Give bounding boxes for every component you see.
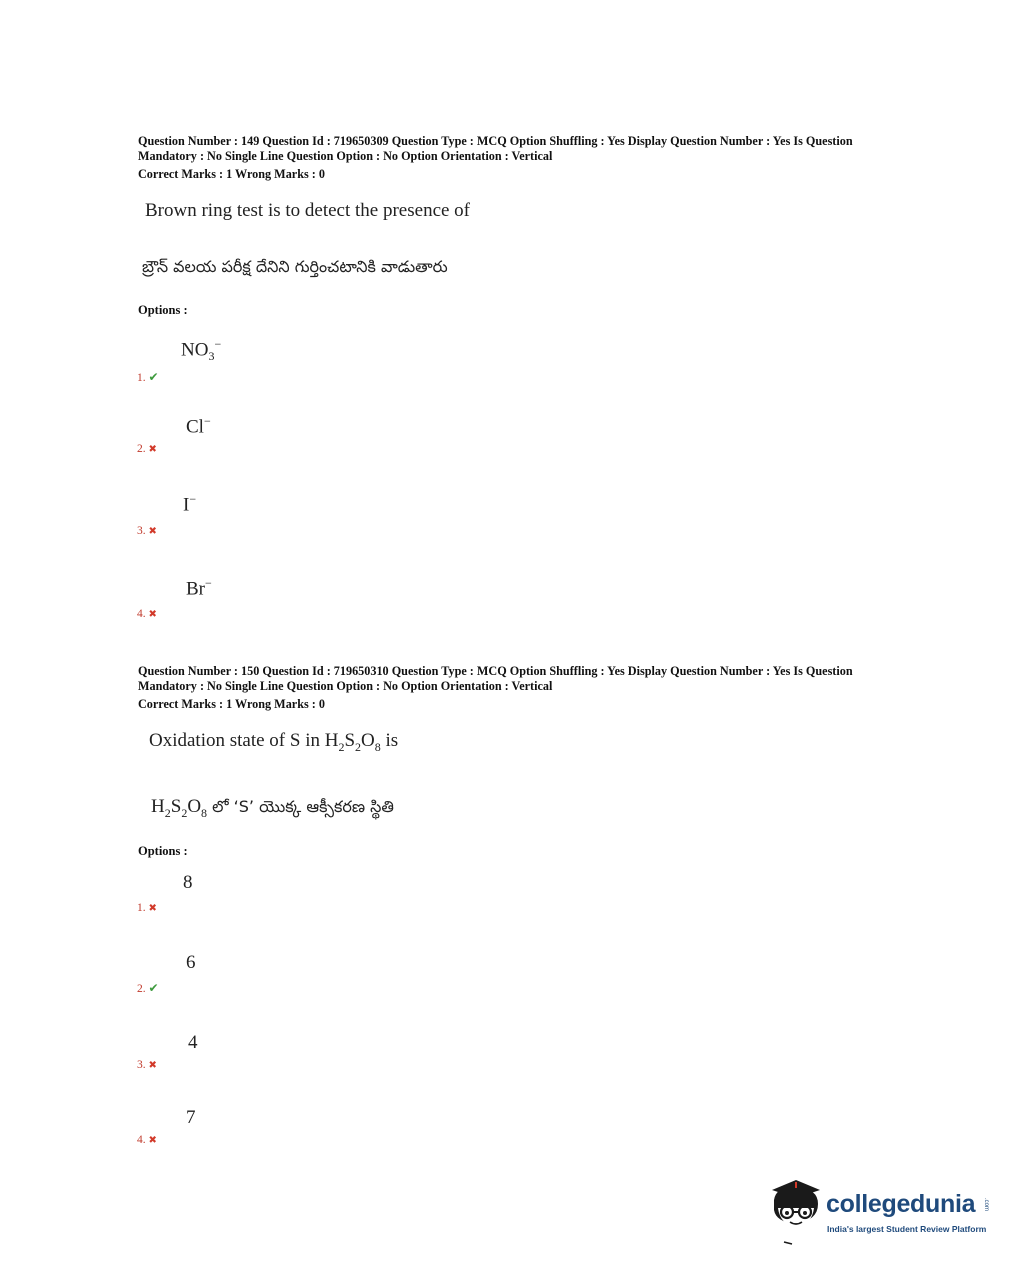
- wrong-cross-icon: ✖: [148, 444, 157, 455]
- correct-check-icon: ✔: [148, 370, 159, 384]
- option-number: 2.: [137, 443, 146, 455]
- correct-check-icon: ✔: [148, 981, 159, 995]
- q149-option-1-number: [137, 370, 159, 384]
- formula-o-count: 8: [374, 739, 381, 754]
- option-subscript: 3: [208, 349, 215, 364]
- option-base: NO: [181, 339, 209, 361]
- option-superscript: −: [205, 576, 212, 590]
- option-number: 3.: [137, 525, 146, 537]
- formula: [151, 796, 208, 820]
- option-superscript: −: [203, 414, 211, 428]
- q150-option-2-text: 6: [186, 952, 196, 973]
- q149-option-3-number: [137, 525, 157, 537]
- formula-s-count: 2: [181, 805, 188, 820]
- option-number: 2.: [137, 983, 146, 995]
- option-number: 4.: [137, 608, 146, 620]
- formula: [324, 730, 381, 754]
- question-150-text-telugu: [151, 796, 394, 821]
- q149-option-1-text: [181, 337, 221, 364]
- option-base: Br: [186, 578, 205, 600]
- wrong-cross-icon: ✖: [148, 903, 157, 914]
- wrong-cross-icon: ✖: [148, 1060, 157, 1071]
- question-149-options-label: Options :: [138, 303, 188, 317]
- option-number: 1.: [137, 902, 146, 914]
- formula-s-count: 2: [355, 739, 362, 754]
- formula-h-count: 2: [164, 805, 171, 820]
- question-149-meta: [138, 134, 928, 182]
- q150-option-3-text: 4: [188, 1032, 198, 1053]
- meta-line-1: Question Number : 149 Question Id : 719650309 Question Type : MCQ Option Shuffling : Yes Display Question Number : Yes Is Question: [138, 134, 853, 148]
- option-number: 3.: [137, 1059, 146, 1071]
- question-suffix: is: [380, 730, 399, 751]
- q150-option-1-number: [137, 902, 157, 914]
- wrong-cross-icon: ✖: [148, 526, 157, 537]
- question-149-text-telugu: బ్రౌన్ వలయ పరీక్ష దేనిని గుర్తించటానికి వాడుతారు: [142, 257, 448, 276]
- q150-option-4-text: 7: [186, 1107, 196, 1128]
- logo-tagline: India's largest Student Review Platform: [827, 1224, 987, 1234]
- question-150-text-english: [149, 730, 398, 755]
- meta-line-1: Question Number : 150 Question Id : 719650310 Question Type : MCQ Option Shuffling : Yes Display Question Number : Yes Is Question: [138, 664, 853, 678]
- question-149-text-english: Brown ring test is to detect the presence of: [145, 200, 471, 221]
- q149-option-2-number: [137, 443, 157, 455]
- question-prefix: Oxidation state of S in: [149, 730, 325, 751]
- formula-h: H: [151, 796, 165, 817]
- formula-o-count: 8: [201, 805, 208, 820]
- logo-wordmark: collegedunia: [826, 1190, 976, 1218]
- formula-o: O: [361, 730, 375, 751]
- q150-option-2-number: [137, 981, 159, 995]
- meta-line-2: Mandatory : No Single Line Question Option : No Option Orientation : Vertical: [138, 679, 553, 693]
- formula-h-count: 2: [338, 739, 345, 754]
- option-number: 1.: [137, 372, 146, 384]
- marks-line: Correct Marks : 1 Wrong Marks : 0: [138, 167, 325, 181]
- q149-option-2-text: [186, 414, 211, 438]
- q149-option-4-number: [137, 608, 157, 620]
- question-150-meta: [138, 664, 928, 712]
- q149-option-3-text: [183, 492, 196, 516]
- option-superscript: −: [189, 492, 197, 506]
- option-base: I: [183, 494, 190, 516]
- formula-s: S: [344, 730, 356, 751]
- marks-line: Correct Marks : 1 Wrong Marks : 0: [138, 697, 325, 711]
- wrong-cross-icon: ✖: [148, 1135, 157, 1146]
- logo-domain: .com: [983, 1198, 989, 1212]
- mascot-icon: [766, 1176, 826, 1248]
- q150-option-4-number: [137, 1134, 157, 1146]
- option-base: Cl: [186, 416, 204, 438]
- option-superscript: −: [214, 337, 222, 351]
- wrong-cross-icon: ✖: [148, 609, 157, 620]
- formula-s: S: [170, 796, 182, 817]
- option-number: 4.: [137, 1134, 146, 1146]
- meta-line-2: Mandatory : No Single Line Question Option : No Option Orientation : Vertical: [138, 149, 553, 163]
- formula-h: H: [324, 730, 339, 751]
- q150-option-3-number: [137, 1059, 157, 1071]
- formula-o: O: [187, 796, 202, 817]
- q149-option-4-text: [186, 576, 212, 600]
- q150-option-1-text: 8: [183, 872, 193, 893]
- question-150-options-label: Options :: [138, 844, 188, 858]
- telugu-suffix: లో ‘S’ యొక్క ఆక్సీకరణ స్థితి: [207, 797, 394, 816]
- collegedunia-logo: [766, 1176, 996, 1248]
